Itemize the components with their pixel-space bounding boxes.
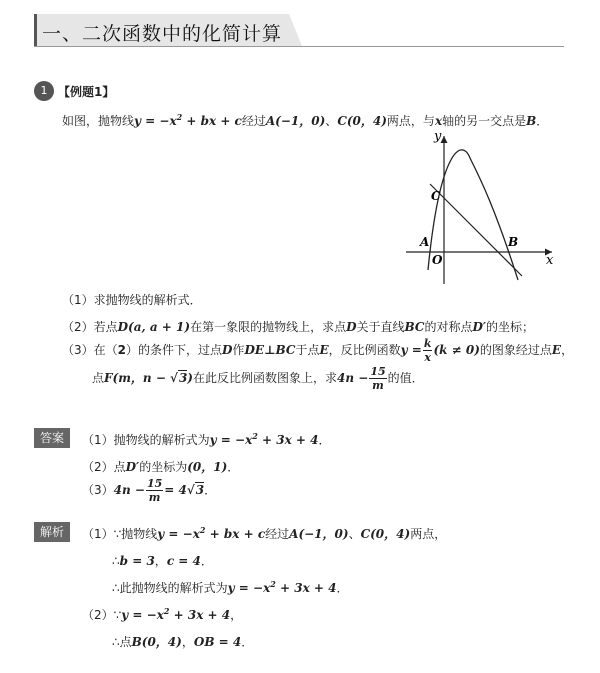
fraction bbox=[146, 478, 163, 503]
math: C(0，4) bbox=[360, 527, 411, 541]
math: D′ bbox=[125, 460, 140, 474]
math: x bbox=[434, 114, 443, 128]
math: y = −x bbox=[209, 433, 253, 447]
math: OB = 4 bbox=[193, 635, 242, 649]
origin-label: O bbox=[432, 253, 443, 267]
text: ． bbox=[227, 460, 240, 474]
math: 4n − bbox=[337, 371, 369, 385]
text: 、 bbox=[348, 527, 361, 541]
math: + 3x + 4 bbox=[257, 433, 319, 447]
math: D′ bbox=[472, 320, 487, 334]
text: 关于直线 bbox=[356, 320, 405, 334]
answer-tag: 答案 bbox=[34, 428, 70, 448]
text: 在此反比例函数图象上，求 bbox=[192, 371, 337, 385]
text: 两点，与 bbox=[386, 114, 435, 128]
text: 的坐标； bbox=[486, 320, 535, 334]
text: ∴ bbox=[112, 554, 120, 568]
math: D(a, a + 1) bbox=[117, 320, 191, 334]
example-label: 【例题1】 bbox=[58, 85, 115, 99]
point-b-label: B bbox=[508, 235, 519, 249]
analysis-line-2 bbox=[112, 552, 213, 569]
math: + 3x + 4 bbox=[169, 608, 231, 622]
math: D bbox=[346, 320, 357, 334]
text: ． bbox=[204, 483, 217, 497]
math-sup: 2 bbox=[163, 606, 170, 616]
math: + 3x + 4 bbox=[275, 581, 337, 595]
math: A(−1，0) bbox=[289, 527, 349, 541]
text: ， bbox=[561, 343, 574, 357]
text: （2）∵ bbox=[82, 608, 122, 622]
text: （3） bbox=[82, 483, 114, 497]
math: DE⊥BC bbox=[244, 343, 296, 357]
fraction-numerator: 15 bbox=[146, 477, 163, 490]
math: b = 3 bbox=[119, 554, 155, 568]
math: (k ≠ 0) bbox=[433, 343, 480, 357]
fraction bbox=[423, 338, 433, 363]
text: ． bbox=[318, 433, 331, 447]
math: BC bbox=[404, 320, 425, 334]
text: 、 bbox=[325, 114, 338, 128]
text: ，反比例函数 bbox=[328, 343, 401, 357]
fraction-numerator: 15 bbox=[370, 365, 386, 378]
text: ）的条件下，过点 bbox=[126, 343, 223, 357]
text: （2）若点 bbox=[62, 320, 118, 334]
fraction-denominator: m bbox=[148, 491, 161, 504]
text: ． bbox=[241, 635, 254, 649]
text: 如图，抛物线 bbox=[62, 114, 135, 128]
math: C(0，4) bbox=[337, 114, 387, 128]
text: 点 bbox=[92, 371, 105, 385]
question-3-line-1 bbox=[62, 338, 573, 363]
section-title: 一、二次函数中的化简计算 bbox=[42, 23, 283, 45]
question-3-line-2: 点F(m，n − √3)在此反比例函数图象上，求4n − $\frac{15}{m}$ 的值． bbox=[92, 365, 424, 392]
question-2 bbox=[62, 318, 534, 335]
point-c-label: C bbox=[431, 189, 441, 203]
text: （1）抛物线的解析式为 bbox=[82, 433, 210, 447]
math: c = 4 bbox=[166, 554, 201, 568]
sqrt-radicand: 3 bbox=[195, 483, 205, 497]
math-sup: 2 bbox=[270, 579, 276, 589]
text: （1）∵抛物线 bbox=[82, 527, 158, 541]
text: ． bbox=[336, 581, 349, 595]
analysis-line-4 bbox=[82, 606, 242, 623]
text: 作 bbox=[232, 343, 245, 357]
text: （3）在（ bbox=[62, 343, 118, 357]
answer-1 bbox=[82, 431, 331, 448]
x-axis-label: x bbox=[546, 253, 554, 268]
math: (0，1) bbox=[187, 460, 228, 474]
analysis-tag: 解析 bbox=[34, 522, 70, 542]
math: y = −x bbox=[134, 114, 177, 128]
math: A(−1，0) bbox=[265, 114, 326, 128]
section-header bbox=[34, 14, 564, 48]
example-number-badge: 1 bbox=[34, 81, 54, 101]
text: 在第一象限的抛物线上，求点 bbox=[190, 320, 347, 334]
answer-2 bbox=[82, 458, 239, 475]
math: ) bbox=[187, 371, 193, 385]
text: ∴点 bbox=[112, 635, 132, 649]
fraction-denominator: m bbox=[372, 379, 384, 392]
analysis-line-3 bbox=[112, 579, 349, 596]
text: ， bbox=[154, 554, 167, 568]
text: ， bbox=[230, 608, 243, 622]
text: 的图象经过点 bbox=[479, 343, 552, 357]
parabola-graph bbox=[400, 128, 560, 288]
text: ． bbox=[536, 114, 549, 128]
text: 于点 bbox=[295, 343, 320, 357]
math: = 4 bbox=[164, 483, 187, 497]
text: 轴的另一交点是 bbox=[442, 114, 527, 128]
fraction-numerator: k bbox=[423, 337, 432, 350]
question-1: （1）求抛物线的解析式． bbox=[62, 293, 202, 307]
math: B(0，4) bbox=[131, 635, 182, 649]
sqrt-radicand: 3 bbox=[178, 371, 188, 385]
math: B bbox=[526, 114, 537, 128]
math: y = −x bbox=[121, 608, 164, 622]
fraction bbox=[369, 366, 386, 391]
problem-intro bbox=[62, 112, 548, 129]
text: 经过 bbox=[265, 527, 290, 541]
math: y = −x bbox=[157, 527, 200, 541]
text: 2 bbox=[117, 343, 126, 357]
math: E bbox=[319, 343, 329, 357]
text: ． bbox=[200, 554, 213, 568]
math: 4n − bbox=[113, 483, 145, 497]
math: D bbox=[222, 343, 233, 357]
fraction-denominator: x bbox=[424, 351, 431, 364]
math: y = bbox=[400, 343, 422, 357]
point-a-label: A bbox=[420, 235, 430, 249]
text: （2）点 bbox=[82, 460, 126, 474]
math: + bx + c bbox=[182, 114, 242, 128]
text: 经过 bbox=[241, 114, 266, 128]
text: 的坐标为 bbox=[139, 460, 188, 474]
math-sup: 2 bbox=[252, 431, 258, 441]
answer-3: （3）4n − $\frac{15}{m}$ = 4√3． bbox=[82, 477, 217, 504]
text: 的对称点 bbox=[424, 320, 473, 334]
text: 的值． bbox=[387, 371, 424, 385]
math-sup: 2 bbox=[176, 112, 183, 122]
math: y = −x bbox=[227, 581, 271, 595]
math: + bx + c bbox=[205, 527, 266, 541]
text: ∴此抛物线的解析式为 bbox=[112, 581, 228, 595]
y-axis-label: y bbox=[434, 129, 442, 144]
text: ， bbox=[181, 635, 194, 649]
analysis-line-1 bbox=[82, 525, 446, 542]
math-sup: 2 bbox=[199, 525, 206, 535]
analysis-line-5 bbox=[112, 633, 253, 650]
math: F(m，n − bbox=[104, 371, 171, 385]
text: 两点， bbox=[410, 527, 447, 541]
math: E bbox=[551, 343, 562, 357]
